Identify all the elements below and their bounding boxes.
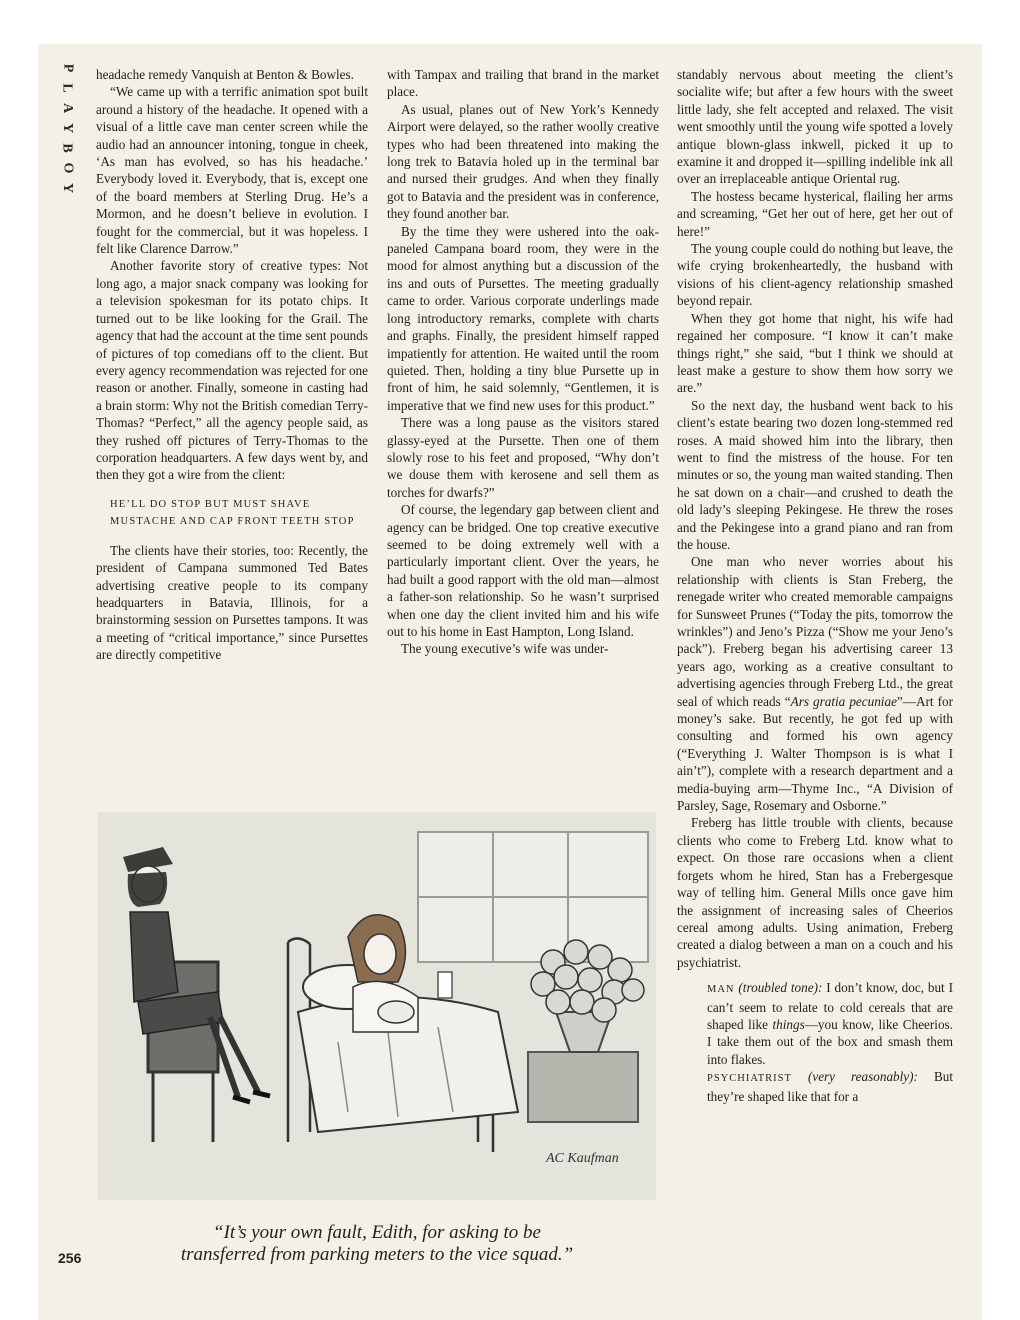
script-line	[677, 1068, 953, 1105]
paragraph: Of course, the legendary gap between client and agency can be bridged. One top creative executive seemed to be doing extremely well with a particularly important client. Over the years, he had built a good rapport with the old man—almost a father-son relationship. So he wasn’t surprised when one day the client invited him and his wife out to his home in East Hampton, Long Island.	[387, 502, 659, 639]
spine-letter: A	[60, 102, 75, 114]
stage-direction: (troubled tone):	[738, 980, 823, 996]
caption-line: “It’s your own fault, Edith, for asking to be	[213, 1222, 541, 1243]
paragraph: There was a long pause as the visitors stared glassy-eyed at the Pursette. Then one of them slowly rose to his feet and proposed, “Why don’t we douse them with kerosene and sell them as torches for dwarfs?”	[387, 415, 659, 500]
paragraph: By the time they were ushered into the oak-paneled Campana board room, they were in the mood for almost anything but a discussion of the ins and outs of Pursettes. The meeting gradually came to order. Various corporate underlings made long introductory remarks, complete with charts and graphs. Finally, the president himself rapped impatiently for attention. He waited until the room quieted. Then, holding a tiny blue Pursette up in front of him, he said solemnly, “Gentlemen, it is imperative that we find new uses for this product.”	[387, 223, 659, 413]
paragraph: Another favorite story of creative types: Not long ago, a major snack company was looking for a television spokesman for its potato chips. It turned out to be like looking for the Grail. The agency that had the account at the time sent pounds of pictures of top comedians off to the client. But every agency recommendation was rejected for one reason or another. Finally, someone in casting had a brain storm: Why not the British comedian Terry-Thomas? “Perfect,” all the agency people said, as they rushed off pictures of Terry-Thomas to the corporation headquarters. A few days went by, and then they got a wire from the client:	[96, 258, 368, 483]
spine-letter: L	[60, 83, 75, 93]
paragraph: When they got home that night, his wife had regained her composure. “I know it can’t make things right,” she said, “but I think we should at least make a gesture to show them how sorry we are.”	[677, 310, 953, 396]
paragraph: As usual, planes out of New York’s Kennedy Airport were delayed, so the rather woolly creative types who had been threatened into making the long trek to Batavia holed up in the terminal bar and nursed their grudges. And when they finally got to Batavia and the president was in conference, they found another bar.	[387, 101, 659, 222]
emphasis: things	[772, 1016, 805, 1032]
text-run: But they’re shaped like that for a	[707, 1069, 954, 1104]
speaker-name: MAN	[707, 984, 735, 996]
cartoon-illustration	[98, 812, 656, 1200]
spine-letter: P	[60, 63, 75, 73]
paragraph: “We came up with a terrific animation spot built around a history of the headache. It opened with a visual of a little cave man center screen while the audio had an announcer intoning, tongue in cheek, ‘As man has evolved, so has his headache.’ Everybody loved it. Everybody, that is, except one of the board members at Sterling Drug. He’s a Mormon, and he doesn’t believe in evolution. I fought for the commercial, but it was hopeless. I felt like Clarence Darrow.”	[96, 84, 368, 257]
paragraph: headache remedy Vanquish at Benton & Bowles.	[96, 67, 354, 82]
paragraph: with Tampax and trailing that brand in the market place.	[387, 67, 659, 100]
text-run: —you know, like Cheerios. I take them out of the box and smash them into flakes.	[707, 1016, 953, 1067]
caption-line: transferred from parking meters to the vice squad.”	[180, 1244, 574, 1265]
dialog-script	[677, 979, 953, 1105]
text-column-3	[677, 66, 953, 1105]
stage-direction: (very reasonably):	[807, 1069, 918, 1085]
spine-letter: O	[59, 162, 75, 174]
latin-motto: Ars gratia pecuniae	[790, 693, 897, 709]
water-glass	[438, 972, 452, 998]
text-column-1	[96, 66, 368, 664]
paragraph: The hostess became hysterical, flailing her arms and screaming, “Get her out of here, get her out of here!”	[677, 188, 953, 239]
paragraph	[677, 553, 953, 814]
spine-letter: Y	[60, 122, 75, 134]
speaker-name: PSYCHIATRIST	[707, 1073, 792, 1085]
spine-letter: B	[60, 143, 75, 153]
artist-signature: AC Kaufman	[546, 1151, 619, 1166]
magazine-spine-title	[56, 58, 78, 198]
text-column-2	[387, 66, 659, 658]
page-number: 256	[58, 1250, 82, 1266]
paragraph: Freberg has little trouble with clients, because clients who come to Freberg Ltd. know what to expect. On those rare occasions when a client forgets whom he hired, Stan has a Frebergesque way of telling him. General Mills once gave him the assignment of increasing sales of Cheerios cereal among adults. Using animation, Freberg created a dialog between a man on a couch and his psychiatrist.	[677, 815, 953, 970]
paragraph: The clients have their stories, too: Recently, the president of Campana summoned Ted Bates advertising creative people to its company headquarters in Batavia, Illinois, for a brainstorming session on Pursettes tampons. It was a meeting of “critical importance,” since Pursettes are directly competitive	[96, 542, 368, 663]
text-run: ”—Art for money’s sake. But recently, he got fed up with consulting and formed his own agency (“Everything J. Walter Thompson is is what I ain’t”), complete with a research department and a media-buying arm—Thyme Inc., “A Division of Parsley, Sage, Rosemary and Osborne.”	[677, 693, 953, 814]
telegram-quote: HE’LL DO STOP BUT MUST SHAVE MUSTACHE AND CAP FRONT TEETH STOP	[110, 498, 355, 527]
spine-letter: Y	[60, 182, 75, 194]
cartoon-caption	[98, 1222, 656, 1266]
paragraph: The young executive’s wife was under-	[401, 641, 609, 657]
paragraph: standably nervous about meeting the client’s socialite wife; but after a few hours with the sweet little lady, she felt accepted and relaxed. The visit went smoothly until the young wife spotted a lovely antique blown-glass inkwell, picked it up to examine it and dropped it—spilling indelible ink all over an irreplaceable antique Oriental rug.	[677, 67, 953, 187]
window	[418, 832, 648, 962]
paragraph: The young couple could do nothing but leave, the wife crying brokenheartedly, the husband with visions of his client-agency relationship smashed beyond repair.	[677, 241, 953, 309]
script-line	[677, 979, 953, 1068]
paragraph: So the next day, the husband went back to his client’s estate bearing two dozen long-stemmed red roses. A maid showed him into the library, then went to find the mistress of the house. For ten minutes or so, the young man waited standing. Then he sat down on a chair—and crushed to death the old lady’s sleeping Pekingese. He threw the roses and the Pekingese into a grand piano and ran from the house.	[677, 397, 953, 552]
text-run: I don’t know, doc, but I can’t seem to relate to cold cereals that are shaped like	[707, 980, 953, 1032]
text-run: One man who never worries about his relationship with clients is Stan Freberg, the renegade writer who created memorable campaigns for Sunsweet Prunes (“Today the pits, tomorrow the wrinkles”) and Jeno’s Pizza (“Show me your Jeno’s pack”). Freberg began his advertising career 13 years ago, working as a creative consultant to advertising agencies through Freberg Ltd., the great seal of which reads “	[677, 554, 953, 709]
side-table	[528, 1052, 638, 1122]
